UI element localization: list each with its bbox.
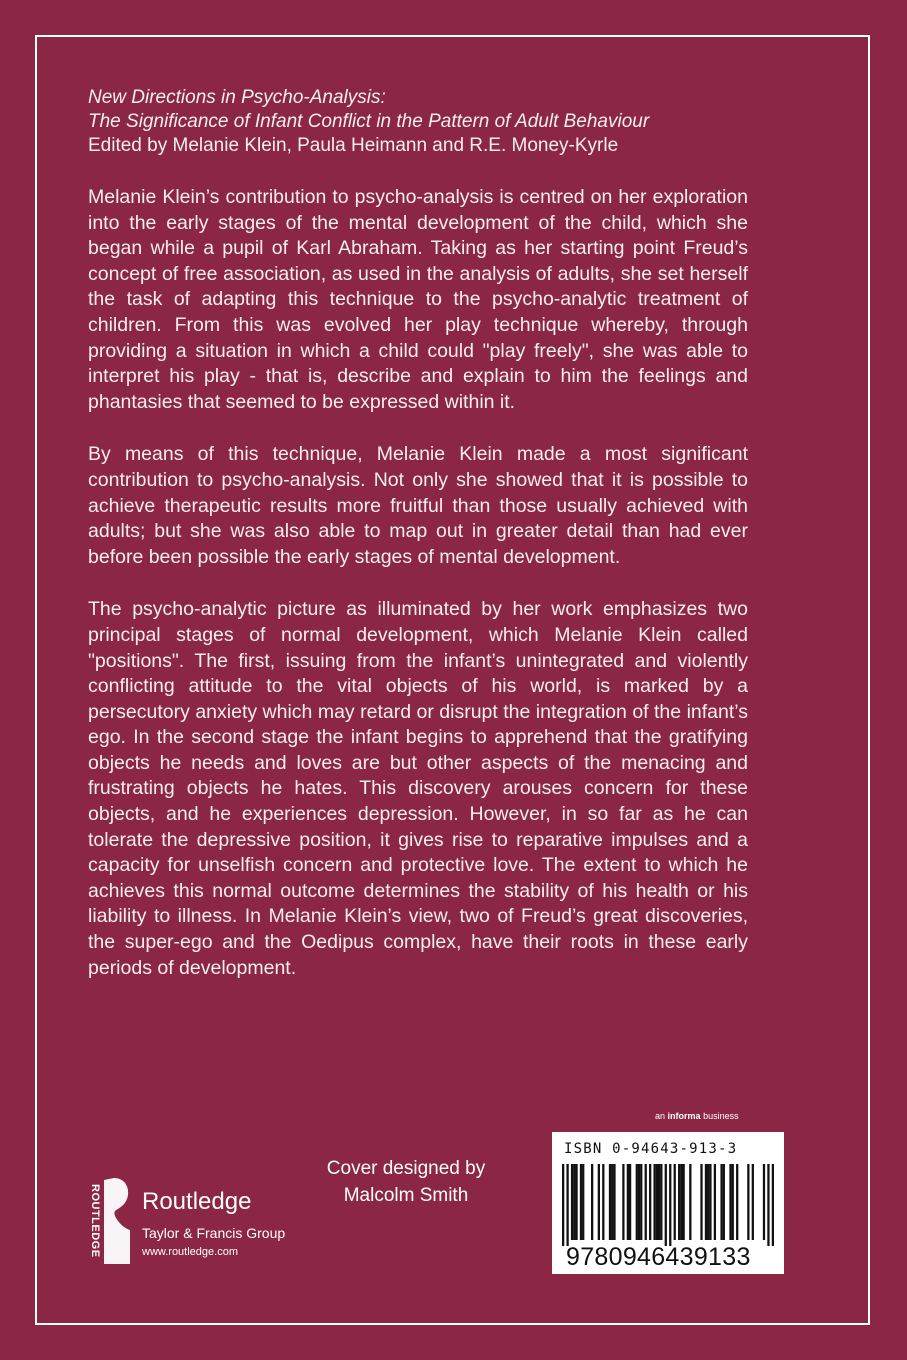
title-block [88, 86, 748, 158]
barcode-bar [629, 1164, 631, 1240]
barcode-bar [613, 1164, 615, 1240]
barcode-bar [580, 1164, 582, 1240]
barcode-bar [598, 1164, 600, 1240]
barcode-bar [575, 1164, 577, 1240]
barcode-bar [645, 1164, 647, 1240]
isbn-barcode [552, 1132, 784, 1274]
barcode-bar [707, 1164, 709, 1240]
barcode-bar [658, 1164, 660, 1240]
barcode-bar [562, 1164, 564, 1246]
blurb-paragraph-3: The psycho-analytic picture as illuminated by her work emphasizes two principal stages of normal development, which Melanie Klein called "positions". The first, issuing from the infant’s unintegrated and violently conflicting attitude to the vital objects of his world, is marked by a persecutory anxiety which may retard or disrupt the integration of the infant’s ego. In the second stage the infant begins to apprehend that the gratifying objects he needs and loves are but other aspects of the menacing and frustrating objects he hates. This discovery arouses concern for these objects, and he experiences depression. However, in so far as he can tolerate the depressive position, it gives rise to reparative impulses and a capacity for unselfish concern and protective love. The extent to which he achieves this normal outcome determines the stability of his health or his liability to illness. In Melanie Klein’s view, two of Freud’s great discoveries, the super-ego and the Oedipus complex, have their roots in these early periods of development. [88, 598, 748, 979]
barcode-bar [638, 1164, 640, 1240]
informa-tagline: an informa business [655, 1111, 739, 1121]
barcode-bar [723, 1164, 725, 1240]
barcode-bar [627, 1164, 629, 1240]
routledge-logo [70, 1170, 330, 1270]
blurb-paragraph-2: By means of this technique, Melanie Klein made a most significant contribution to psycho-analysis. Not only she showed that it is possible to achieve therapeutic results more fruitful than those usually achieved with adults; but she was also able to map out in greater detail than had ever before been possible the early stages of mental development. [88, 443, 748, 568]
barcode-bar [729, 1164, 731, 1240]
barcode-bar [678, 1164, 680, 1240]
barcode-bar [653, 1164, 655, 1240]
barcode-bar [732, 1164, 734, 1240]
publisher-url: www.routledge.com [142, 1246, 238, 1258]
barcode-bar [665, 1164, 667, 1246]
blurb-paragraph-1: Melanie Klein’s contribution to psycho-analysis is centred on her exploration into the early stages of the mental development of the child, which she began while a pupil of Karl Abraham. Taking as her starting point Freud’s concept of free association, as used in the analysis of adults, she set herself the task of adapting this technique to the psycho-analytic treatment of children. From this was evolved her play technique whereby, through providing a situation in which a child could "play freely", she was able to interpret his play - that is, describe and explain to him the feelings and phantasies that seemed to be expressed within it. [88, 186, 748, 413]
routledge-emblem-icon [70, 1170, 140, 1266]
barcode-bar [752, 1164, 754, 1240]
barcode-bar [660, 1164, 662, 1240]
barcode-bar [602, 1164, 604, 1240]
barcode-bar [622, 1164, 624, 1240]
barcode-bar [767, 1164, 769, 1246]
publisher-group: Taylor & Francis Group [142, 1225, 286, 1241]
isbn-number: ISBN 0-94643-913-3 [564, 1141, 738, 1157]
barcode-bar [714, 1164, 716, 1240]
barcode-bar [772, 1164, 774, 1246]
informa-brand: informa [667, 1111, 701, 1121]
publisher-name: Routledge [142, 1188, 252, 1215]
book-subtitle: The Significance of Infant Conflict in the Pattern of Adult Behaviour [88, 111, 650, 132]
editors-line: Edited by Melanie Klein, Paula Heimann and R.E. Money-Kyrle [88, 135, 619, 156]
barcode-bar [649, 1164, 651, 1240]
barcode-bar [573, 1164, 575, 1240]
barcode-bar [656, 1164, 658, 1240]
cover-credit-line-1: Cover designed by [326, 1158, 486, 1179]
barcode-bar [747, 1164, 749, 1240]
barcode-bar [674, 1164, 676, 1240]
barcode-bar [689, 1164, 691, 1240]
barcode-bar [609, 1164, 611, 1240]
barcode-bar [611, 1164, 613, 1240]
series-title: New Directions in Psycho-Analysis: [88, 87, 386, 108]
barcode-bar [571, 1164, 573, 1240]
barcode-bars [562, 1164, 774, 1246]
barcode-bar [591, 1164, 593, 1240]
barcode-bar [582, 1164, 584, 1240]
barcode-bar [680, 1164, 682, 1240]
barcode-bar [566, 1164, 568, 1246]
barcode-bar [683, 1164, 685, 1240]
barcode-bar [736, 1164, 738, 1240]
barcode-bar [640, 1164, 642, 1240]
barcode-bar [763, 1164, 765, 1240]
barcode-bar [709, 1164, 711, 1240]
cover-designer-name: Malcolm Smith [343, 1185, 469, 1206]
back-cover-text [88, 86, 748, 1008]
routledge-vertical-wordmark: ROUTLEDGE [89, 1184, 101, 1258]
barcode-bar [720, 1164, 722, 1240]
barcode-bar [700, 1164, 702, 1240]
ean-number: 9780946439133 [566, 1243, 751, 1271]
barcode-bar [636, 1164, 638, 1240]
barcode-bar [705, 1164, 707, 1240]
barcode-bar [669, 1164, 671, 1246]
